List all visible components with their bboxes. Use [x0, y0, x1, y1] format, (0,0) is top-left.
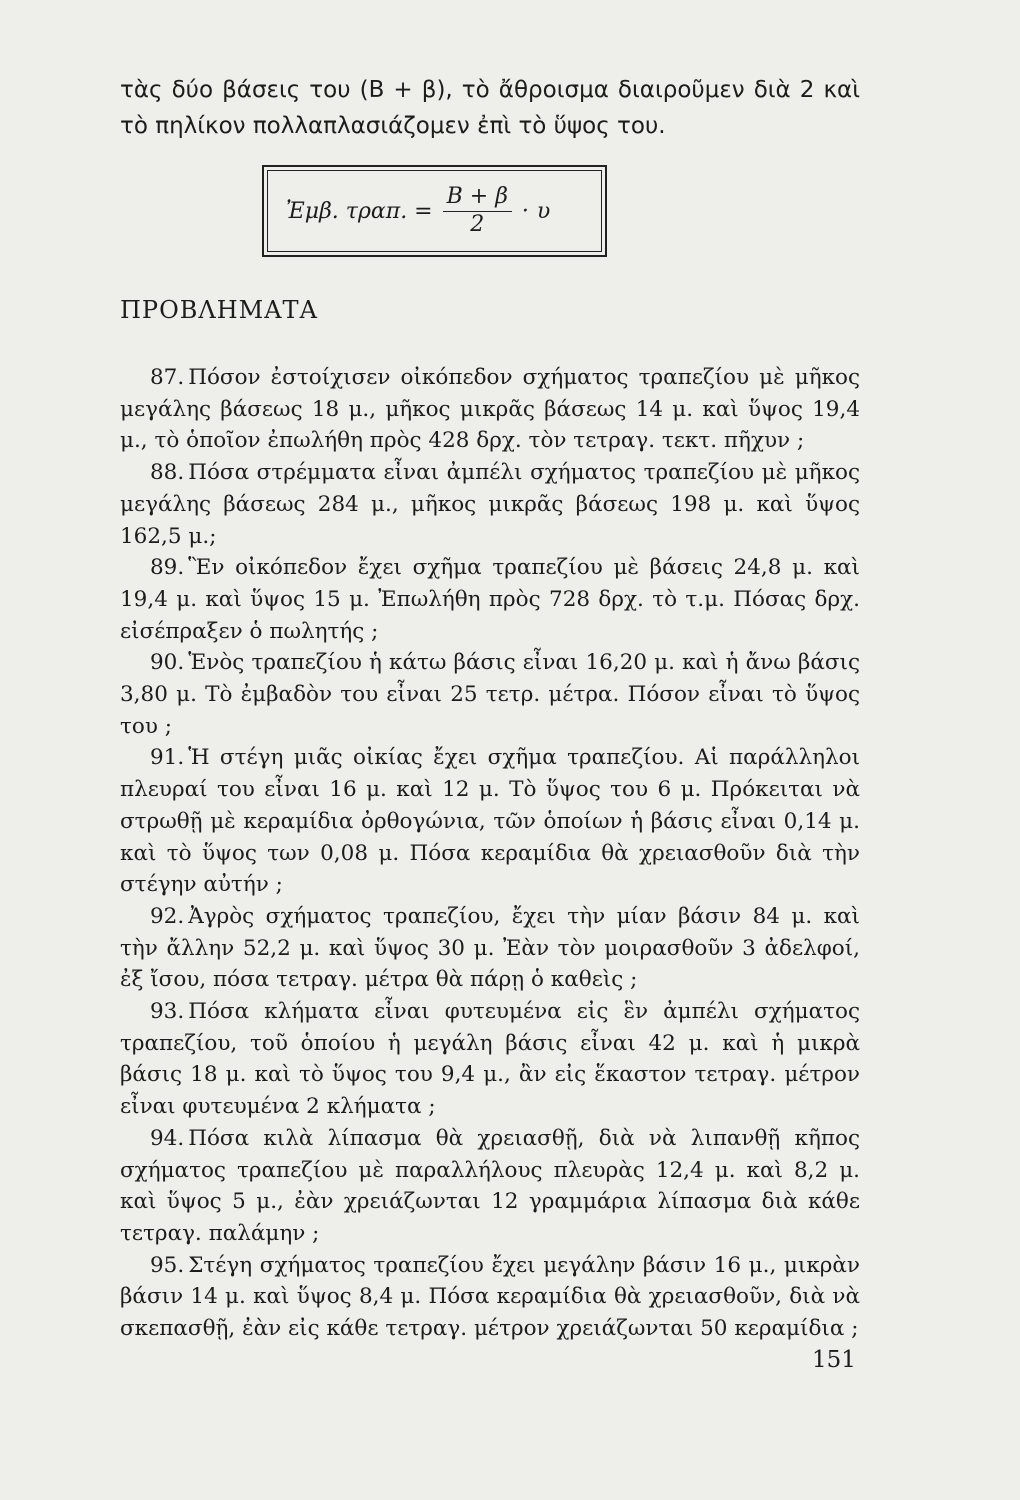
formula-denominator: 2 — [470, 212, 485, 237]
section-title: ΠΡΟΒΛΗΜΑΤΑ — [120, 296, 318, 324]
problem-number: 90. — [150, 650, 185, 676]
problem-number: 88. — [150, 460, 185, 486]
page-number: 151 — [812, 1347, 856, 1373]
problem-number: 89. — [150, 555, 185, 581]
problem-number: 94. — [150, 1125, 185, 1151]
problem-item — [120, 457, 860, 552]
formula-content — [286, 185, 550, 238]
problem-text: Πόσα στρέμματα εἶναι ἀμπέλι σχήματος τραπεζίου μὲ μῆκος μεγάλης βάσεως 284 μ., μῆκος μικρᾶς βάσεως 198 μ. καὶ ὕψος 162,5 μ.; — [120, 460, 860, 549]
problem-text: Πόσα κιλὰ λίπασμα θὰ χρειασθῇ, διὰ νὰ λιπανθῇ κῆπος σχήματος τραπεζίου μὲ παραλλήλους πλευρὰς 12,4 μ. καὶ 8,2 μ. καὶ ὕψος 5 μ., ἐὰν χρειάζωνται 12 γραμμάρια λίπασμα διὰ κάθε τετραγ. παλάμην ; — [120, 1125, 860, 1246]
problem-number: 95. — [150, 1252, 185, 1278]
formula-factor: υ — [536, 199, 551, 224]
intro-paragraph: τὰς δύο βάσεις του (Β + β), τὸ ἄθροισμα διαιροῦμεν διὰ 2 καὶ τὸ πηλίκον πολλαπλασιάζομεν ἐπὶ τὸ ὕψος του. — [120, 77, 860, 139]
problem-text: Ἓν οἰκόπεδον ἔχει σχῆμα τραπεζίου μὲ βάσεις 24,8 μ. καὶ 19,4 μ. καὶ ὕψος 15 μ. Ἐπωλήθη πρὸς 728 δρχ. τὸ τ.μ. Πόσας δρχ. εἰσέπραξεν ὁ πωλητής ; — [120, 555, 860, 644]
problem-item — [120, 647, 860, 742]
problem-text: Ἡ στέγη μιᾶς οἰκίας ἔχει σχῆμα τραπεζίου. Αἱ παράλληλοι πλευραί του εἶναι 16 μ. καὶ 12 μ. Τὸ ὕψος του 6 μ. Πρόκειται νὰ στρωθῇ μὲ κεραμίδια ὀρθογώνια, τῶν ὁποίων ἡ βάσις εἶναι 0,14 μ. καὶ τὸ ὕψος των 0,08 μ. Πόσα κεραμίδια θὰ χρειασθοῦν διὰ τὴν στέγην αὐτήν ; — [120, 745, 860, 898]
problem-text: Ἀγρὸς σχήματος τραπεζίου, ἔχει τὴν μίαν βάσιν 84 μ. καὶ τὴν ἄλλην 52,2 μ. καὶ ὕψος 30 μ. Ἐὰν τὸν μοιρασθοῦν 3 ἀδελφοί, ἐξ ἴσου, πόσα τετραγ. μέτρα θὰ πάρῃ ὁ καθεὶς ; — [120, 903, 860, 993]
problem-number: 91. — [150, 745, 185, 771]
trapezoid-area-formula — [262, 165, 607, 257]
problem-item — [120, 1250, 860, 1345]
problem-number: 93. — [150, 999, 185, 1025]
formula-fraction — [443, 185, 512, 238]
problem-text: Ἑνὸς τραπεζίου ἡ κάτω βάσις εἶναι 16,20 μ. καὶ ἡ ἄνω βάσις 3,80 μ. Τὸ ἐμβαδὸν του εἶναι 25 τετρ. μέτρα. Πόσον εἶναι τὸ ὕψος του ; — [120, 650, 860, 739]
problem-item — [120, 1123, 860, 1250]
problem-text: Στέγη σχήματος τραπεζίου ἔχει μεγάλην βάσιν 16 μ., μικρὰν βάσιν 14 μ. καὶ ὕψος 8,4 μ. Πόσα κεραμίδια θὰ χρειασθοῦν, διὰ νὰ σκεπασθῇ, ἐὰν εἰς κάθε τετραγ. μέτρον χρειάζωνται 50 κεραμίδια ; — [120, 1252, 860, 1342]
formula-lhs: Ἐμβ. τραπ. = — [286, 199, 433, 224]
problem-item — [120, 742, 860, 901]
problem-number: 87. — [150, 365, 185, 390]
problem-item — [120, 996, 860, 1123]
problem-item — [120, 901, 860, 996]
formula-numerator: B + β — [443, 185, 512, 212]
problems-list — [120, 362, 860, 1345]
problem-text: Πόσα κλήματα εἶναι φυτευμένα εἰς ἓν ἀμπέλι σχήματος τραπεζίου, τοῦ ὁποίου ἡ μεγάλη βάσις εἶναι 42 μ. καὶ ἡ μικρὰ βάσις 18 μ. καὶ τὸ ὕψος του 9,4 μ., ἂν εἰς ἕκαστον τετραγ. μέτρον εἶναι φυτευμένα 2 κλήματα ; — [120, 999, 860, 1120]
problem-item — [120, 362, 860, 457]
problem-item — [120, 552, 860, 647]
problem-text: Πόσον ἐστοίχισεν οἰκόπεδον σχήματος τραπεζίου μὲ μῆκος μεγάλης βάσεως 18 μ., μῆκος μικρᾶς βάσεως 14 μ. καὶ ὕψος 19,4 μ., τὸ ὁποῖον ἐπωλήθη πρὸς 428 δρχ. τὸν τετραγ. τεκτ. πῆχυν ; — [120, 365, 860, 454]
formula-times: · — [521, 199, 529, 224]
problem-number: 92. — [150, 903, 185, 929]
